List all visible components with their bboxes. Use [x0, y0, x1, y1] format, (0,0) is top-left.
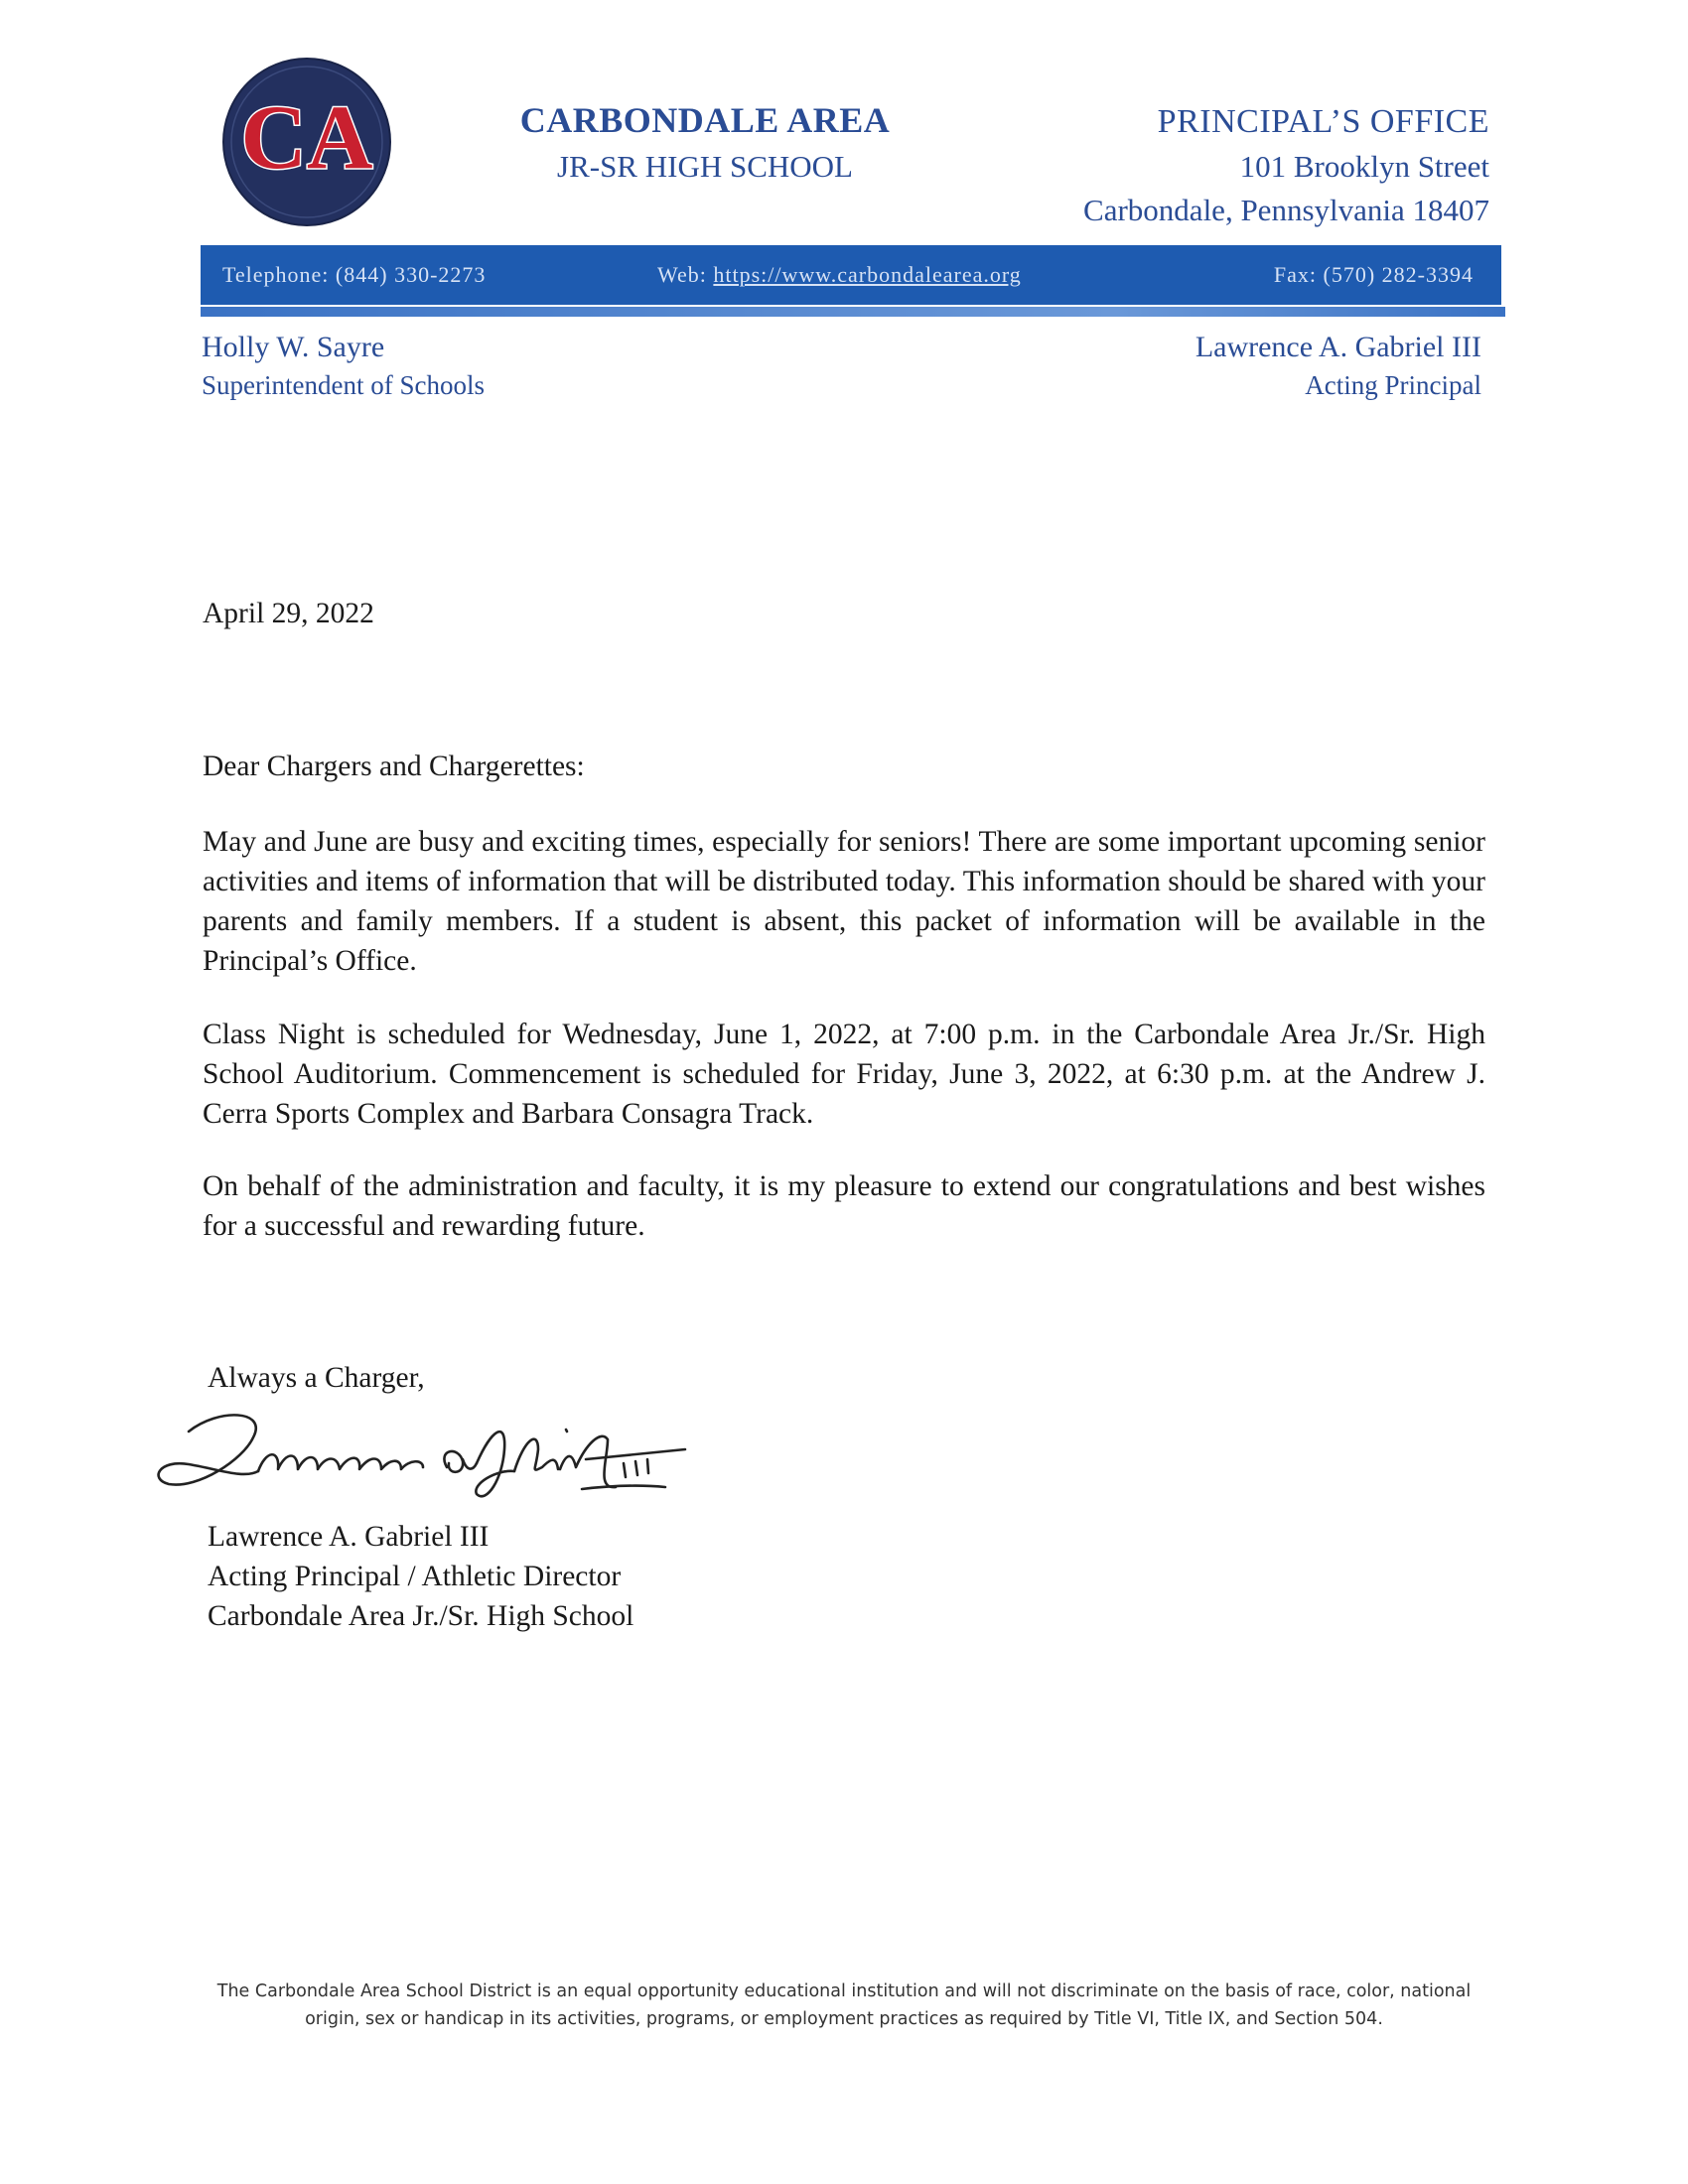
principal-name: Lawrence A. Gabriel III	[1195, 331, 1481, 363]
principal-title: Acting Principal	[1305, 370, 1481, 400]
footer-line-2: origin, sex or handicap in its activities, programs, or employment practices as required by Title VI, Title IX, and Section 504.	[305, 2009, 1383, 2029]
office-title: PRINCIPAL’S OFFICE	[1157, 103, 1489, 140]
signer-name: Lawrence A. Gabriel III	[208, 1521, 490, 1553]
web-label: Web:	[657, 262, 714, 287]
principal-block	[1196, 328, 1481, 403]
address-line-1: 101 Brooklyn Street	[1239, 149, 1489, 184]
superintendent-name: Holly W. Sayre	[202, 331, 385, 363]
salutation: Dear Chargers and Chargerettes:	[203, 751, 585, 782]
signer-title: Acting Principal / Athletic Director	[208, 1561, 622, 1592]
letter-date: April 29, 2022	[203, 598, 374, 629]
paragraph-1: May and June are busy and exciting times, especially for seniors! There are some important upcoming senior activities and items of information that will be distributed today. This information should be shared with your parents and family members. If a student is absent, this packet of information will be available in the Principal’s Office.	[203, 826, 1485, 977]
handwritten-signature	[149, 1390, 705, 1519]
paragraph-3: On behalf of the administration and faculty, it is my pleasure to extend our congratulations and best wishes for a successful and rewarding future.	[203, 1170, 1485, 1242]
web-link[interactable]: https://www.carbondalearea.org	[713, 262, 1022, 287]
superintendent-title: Superintendent of Schools	[202, 370, 485, 400]
closing: Always a Charger,	[208, 1362, 425, 1394]
web	[657, 262, 1022, 288]
nondiscrimination-footer	[149, 1978, 1539, 2033]
fax: Fax: (570) 282-3394	[1273, 262, 1474, 287]
telephone: Telephone: (844) 330-2273	[222, 262, 487, 287]
school-logo	[221, 57, 392, 227]
logo-letters: CA	[240, 86, 373, 188]
address-line-2: Carbondale, Pennsylvania 18407	[1083, 193, 1489, 227]
signature-block	[208, 1517, 633, 1636]
superintendent-block	[202, 328, 485, 403]
signer-school: Carbondale Area Jr./Sr. High School	[208, 1600, 634, 1632]
paragraph-2: Class Night is scheduled for Wednesday, June 1, 2022, at 7:00 p.m. in the Carbondale Area Jr./Sr. High School Auditorium. Commencement is scheduled for Friday, June 3, 2022, at 6:30 p.m. at the Andrew J. Cerra Sports Complex and Barbara Consagra Track.	[203, 1019, 1485, 1130]
contact-bar	[201, 245, 1501, 305]
footer-line-1: The Carbondale Area School District is an equal opportunity educational institution and will not discriminate on the basis of race, color, national	[216, 1981, 1472, 2001]
school-subtitle: JR-SR HIGH SCHOOL	[557, 149, 853, 184]
school-name: CARBONDALE AREA	[519, 100, 891, 140]
office-address-block	[1083, 99, 1489, 232]
